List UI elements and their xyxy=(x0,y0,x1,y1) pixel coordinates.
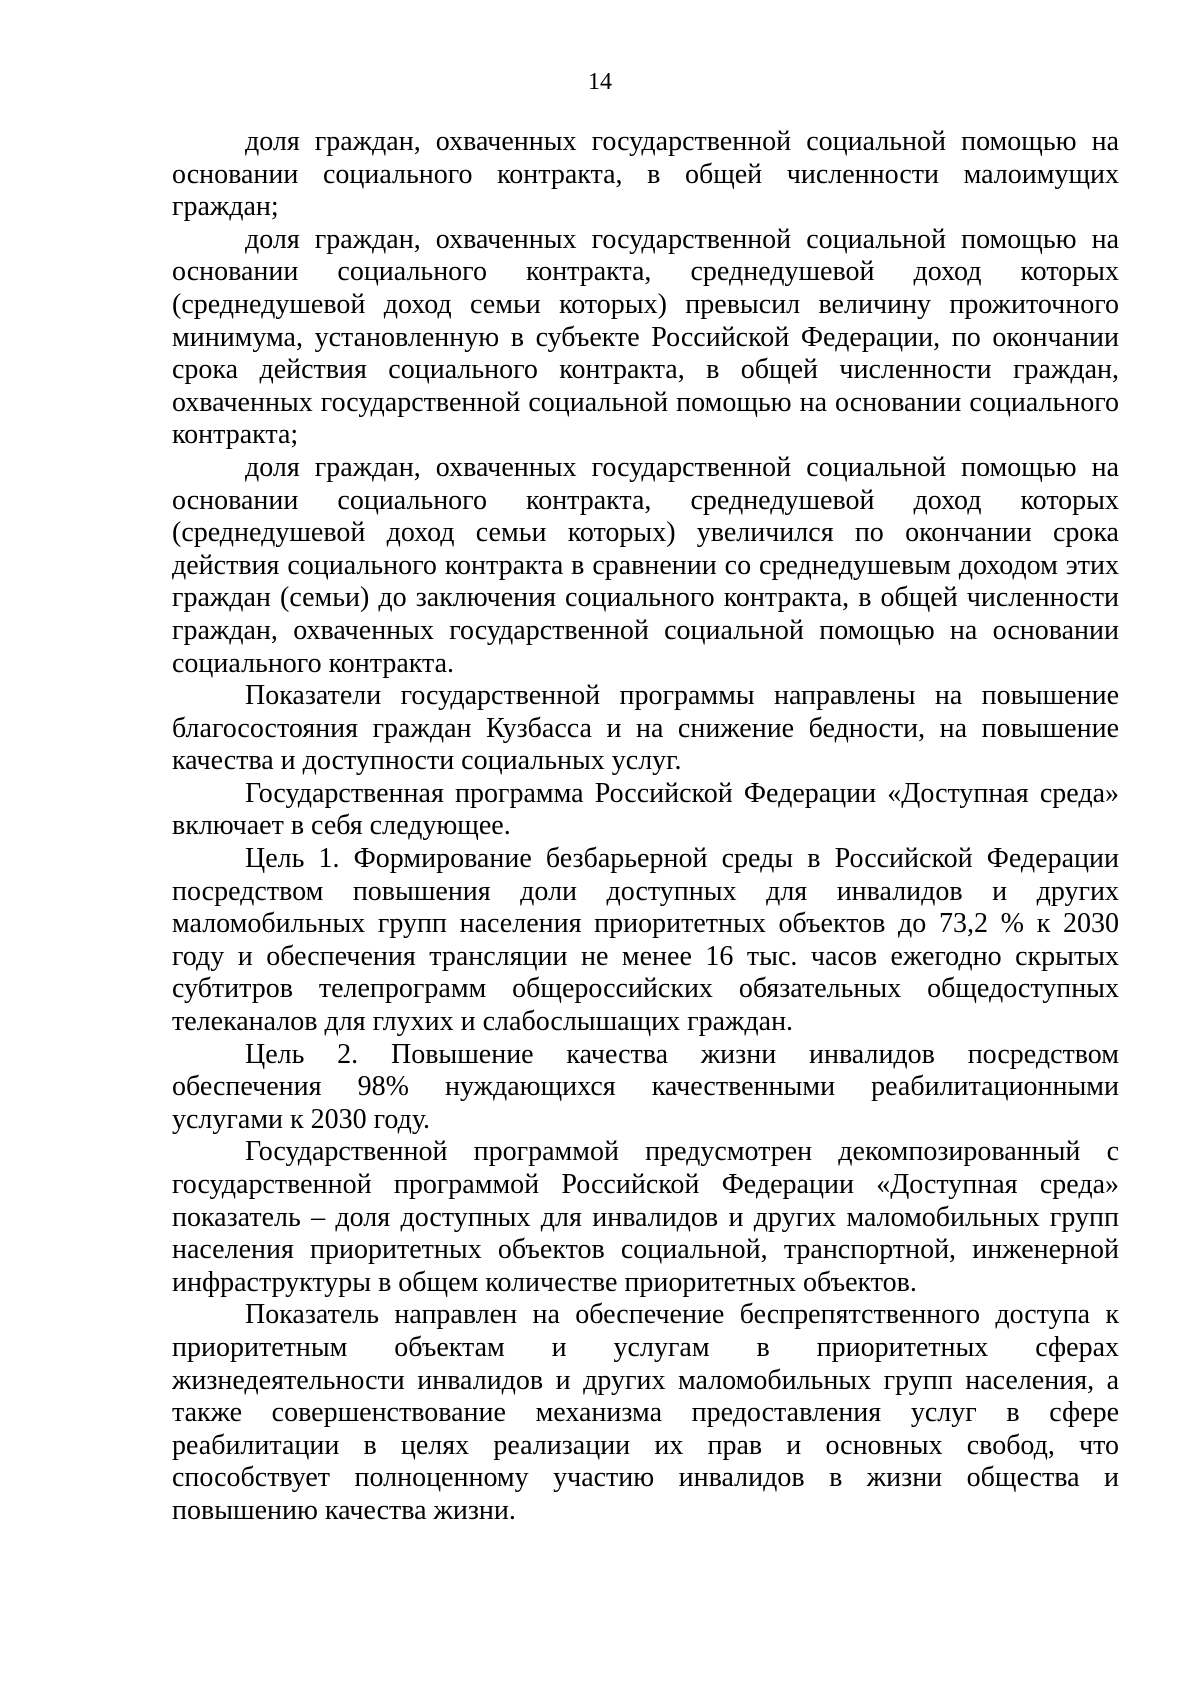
paragraph-indicator-3: доля граждан, охваченных государственной социальной помощью на основании социального контракта, среднедушевой доход которых (среднедушевой доход семьи которых) увеличился по окончании срока действия социального контракта в сравнении со среднедушевым доходом этих граждан (семьи) до заключения социального контракта, в общей численности граждан, охваченных государственной социальной помощью на основании социального контракта. xyxy=(172,451,1119,679)
paragraph-goal-1: Цель 1. Формирование безбарьерной среды в Российской Федерации посредством повышения доли доступных для инвалидов и других маломобильных групп населения приоритетных объектов до 73,2 % к 2030 году и обеспечения трансляции не менее 16 тыс. часов ежегодно скрытых субтитров телепрограмм общероссийских обязательных общедоступных телеканалов для глухих и слабослышащих граждан. xyxy=(172,843,1119,1038)
document-body xyxy=(172,126,1119,1528)
paragraph-goal-2: Цель 2. Повышение качества жизни инвалидов посредством обеспечения 98% нуждающихся качественными реабилитационными услугами к 2030 году. xyxy=(172,1038,1119,1135)
paragraph-indicator-2: доля граждан, охваченных государственной социальной помощью на основании социального контракта, среднедушевой доход которых (среднедушевой доход семьи которых) превысил величину прожиточного минимума, установленную в субъекте Российской Федерации, по окончании срока действия социального контракта, в общей численности граждан, охваченных государственной социальной помощью на основании социального контракта; xyxy=(172,223,1119,451)
paragraph-accessible-environment-intro: Государственная программа Российской Федерации «Доступная среда» включает в себя следующее. xyxy=(172,777,1119,842)
paragraph-indicator-purpose: Показатель направлен на обеспечение беспрепятственного доступа к приоритетным объектам и услугам в приоритетных сферах жизнедеятельности инвалидов и других маломобильных групп населения, а также совершенствование механизма предоставления услуг в сфере реабилитации в целях реализации их прав и основных свобод, что способствует полноценному участию инвалидов в жизни общества и повышению качества жизни. xyxy=(172,1299,1119,1526)
paragraph-program-indicators: Показатели государственной программы направлены на повышение благосостояния граждан Кузбасса и на снижение бедности, на повышение качества и доступности социальных услуг. xyxy=(172,680,1119,777)
page-number: 14 xyxy=(588,69,612,95)
paragraph-decomposed-indicator: Государственной программой предусмотрен декомпозированный с государственной программой Российской Федерации «Доступная среда» показатель – доля доступных для инвалидов и других маломобильных групп населения приоритетных объектов социальной, транспортной, инженерной инфраструктуры в общем количестве приоритетных объектов. xyxy=(172,1136,1119,1298)
paragraph-indicator-1: доля граждан, охваченных государственной социальной помощью на основании социального контракта, в общей численности малоимущих граждан; xyxy=(172,126,1119,223)
